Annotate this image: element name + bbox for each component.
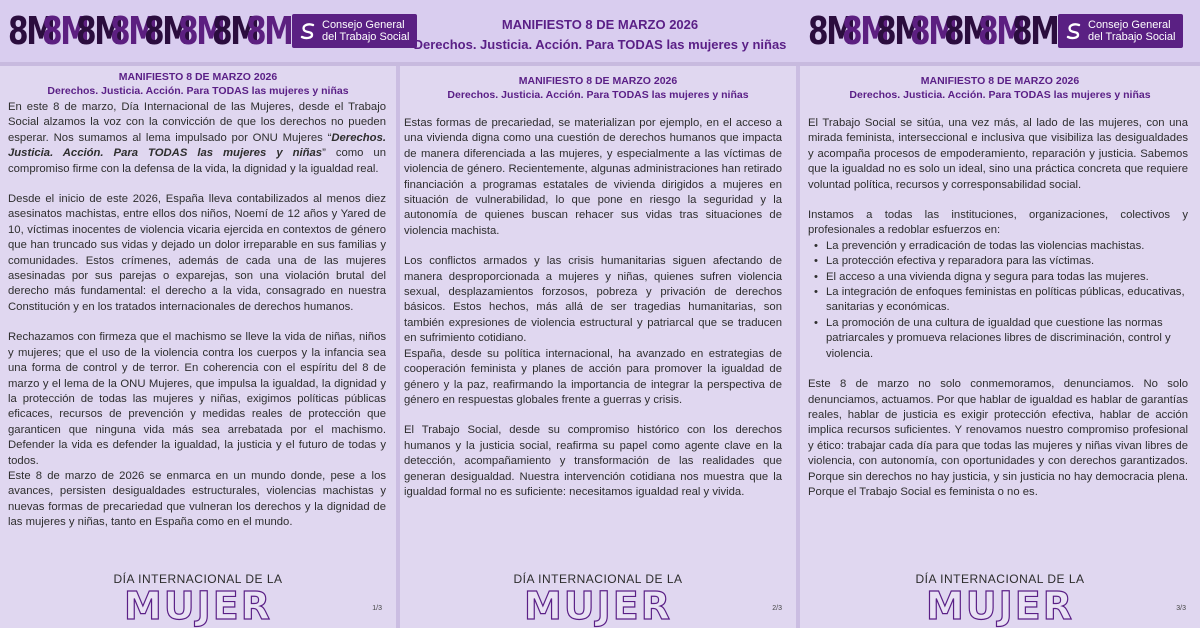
demands-list: [808, 239, 1188, 362]
footer-dia-internacional: DÍA INTERNACIONAL DE LA: [513, 572, 683, 586]
page-body: [0, 98, 396, 531]
page-subtitle: Derechos. Justicia. Acción. Para TODAS las mujeres y niñas: [447, 89, 749, 101]
8m-mark: 8M: [876, 9, 922, 53]
page-body: [800, 102, 1200, 500]
footer-mujer: MUJER: [523, 584, 673, 628]
paragraph: Desde el inicio de este 2026, España lleva contabilizados al menos diez asesinatos machistas, entre ellos dos niños, Noemí de 12 años y Yared de 10, víctimas inocentes de violencia vicaria ejercida en contextos de género que han truncado sus vidas y dejado un dolor irreparable en sus familias y comunidades. Estos crímenes, además de cada una de las mujeres asesinadas por sus parejas o exparejas, son una violación brutal del derecho más fundamental: el derecho a la vida, consagrado en nuestra Constitución y en los tratados internacionales de derechos humanos.: [8, 193, 386, 313]
footer-mujer: MUJER: [925, 584, 1075, 628]
8m-mark: 8M: [76, 9, 122, 53]
logo-strip-left: [8, 4, 417, 58]
8m-mark: 8M: [808, 9, 854, 53]
footer-mujer: MUJER: [123, 584, 273, 628]
page-footer: [400, 568, 796, 628]
paragraph: Los conflictos armados y las crisis humanitarias siguen afectando de manera desproporcionada a mujeres y niñas, quienes sufren violencia sexual, desplazamientos forzosos, pobreza y privación de derechos básicos. Estos hechos, más allá de ser tragedias humanitarias, son también expresiones de violencia estructural y patriarcal que se traducen en sufrimiento cotidiano.: [404, 255, 782, 345]
paragraph: Este 8 de marzo no solo conmemoramos, denunciamos. No solo denunciamos, actuamos. Por que hablar de igualdad es hablar de garantías reales, hablar de justicia es exigir protección efectiva, hablar de acción implica recursos suficientes. Y renovamos nuestro compromiso profesional y ético: trabajar cada día para que todas las mujeres y niñas vivan libres de violencia, con autonomía, con oportunidades y con derechos garantizados. Porque sin derechos no hay justicia, y sin justicia no hay democracia plena. Porque el Trabajo Social es feminista o no es.: [808, 378, 1188, 498]
8m-mark: 8M: [246, 9, 292, 53]
list-item: • La protección efectiva y reparadora para las víctimas.: [808, 254, 1188, 269]
org-name-line2: del Trabajo Social: [1088, 31, 1176, 43]
8m-mark: 8M: [8, 9, 54, 53]
8m-mark: 8M: [842, 9, 888, 53]
page-number: 2/3: [772, 605, 782, 612]
page-body: [400, 102, 796, 500]
page-number: 3/3: [1176, 605, 1186, 612]
banner-title-block: [412, 16, 788, 53]
org-name-line1: Consejo General: [322, 19, 405, 31]
page-title: MANIFIESTO 8 DE MARZO 2026: [920, 75, 1080, 87]
org-name-line2: del Trabajo Social: [322, 31, 410, 43]
page-footer: [0, 568, 396, 628]
paragraph: El Trabajo Social, desde su compromiso histórico con los derechos humanos y la justicia social, reafirma su papel como agente clave en la detección, acompañamiento y transformación de las realidades que generan desigualdad. Nuestra intervención cotidiana nos muestra que la igualdad formal no es suficiente: necesitamos igualdad real y vivida.: [404, 424, 782, 498]
footer-dia-internacional: DÍA INTERNACIONAL DE LA: [113, 572, 283, 586]
top-banner: [0, 0, 1200, 62]
banner-subtitle: Derechos. Justicia. Acción. Para TODAS las mujeres y niñas: [413, 37, 787, 52]
8m-mark: 8M: [944, 9, 990, 53]
paragraph: El Trabajo Social se sitúa, una vez más, al lado de las mujeres, con una mirada feminista, interseccional e inclusiva que visibiliza las desigualdades y acompaña procesos de empoderamiento, reparación y justicia. Sabemos que la igualdad no es solo un ideal, sino una práctica concreta que requiere voluntad política, recursos y corresponsabilidad social.: [808, 117, 1188, 191]
8m-mark: 8M: [110, 9, 156, 53]
cgts-logo-icon: [298, 21, 318, 41]
manifesto-page-1: [0, 66, 396, 628]
banner-title: MANIFIESTO 8 DE MARZO 2026: [501, 17, 699, 32]
8m-mark: 8M: [178, 9, 224, 53]
page-header: [400, 66, 796, 102]
paragraph: España, desde su política internacional, ha avanzado en estrategias de cooperación feminista y planes de acción para promover la igualdad de género y la paz, reafirmando la importancia de integrar la perspectiva de género en respuestas globales frente a guerras y crisis.: [404, 347, 782, 406]
cgts-logo-icon: [1064, 21, 1084, 41]
page-subtitle: Derechos. Justicia. Acción. Para TODAS las mujeres y niñas: [849, 89, 1151, 101]
list-item: • La prevención y erradicación de todas las violencias machistas.: [808, 239, 1188, 254]
logo-strip-right: [808, 4, 1183, 58]
paragraph: Este 8 de marzo de 2026 se enmarca en un mundo donde, pese a los avances, persisten desigualdades estructurales, violencias machistas y nuevas formas de precariedad que vulneran los derechos y la dignidad de las mujeres y niñas, tanto en España como en el mundo.: [8, 469, 386, 529]
page-subtitle: Derechos. Justicia. Acción. Para TODAS las mujeres y niñas: [47, 85, 349, 97]
page-header: [0, 66, 396, 98]
manifesto-page-3: [800, 66, 1200, 628]
list-item: • La promoción de una cultura de igualdad que cuestione las normas patriarcales y promueva relaciones libres de discriminación, control y violencia.: [808, 316, 1188, 362]
page-header: [800, 66, 1200, 102]
cgts-logo: [1058, 14, 1183, 48]
8m-mark: 8M: [978, 9, 1024, 53]
page-footer: [800, 568, 1200, 628]
paragraph: Rechazamos con firmeza que el machismo se lleve la vida de niñas, niños y mujeres; que el uso de la violencia contra los cuerpos y la infancia sea una forma de control y de terror. En coherencia con el espíritu del 8 de marzo y el lema de la ONU Mujeres, que impulsa la igualdad, la dignidad y la protección de todas las mujeres y niñas, exigimos políticas públicas eficaces, recursos de prevención y medidas reales de protección que garanticen que ninguna vida más sea arrebatada por el machismo. Defender la vida es defender la igualdad, la justicia y el futuro de todas y todos.: [8, 331, 386, 467]
paragraph: Estas formas de precariedad, se materializan por ejemplo, en el acceso a una vivienda digna como una cuestión de derechos humanos que impacta de manera diferenciada a las mujeres, y especialmente a las víctimas de violencia de género. Recientemente, algunas administraciones han retirado financiación a programas estatales de vivienda dirigidos a mujeres en situación de vulnerabilidad, lo que pone en riesgo la seguridad y la autonomía de quienes buscan rehacer sus vidas tras situaciones de violencia machista.: [404, 117, 782, 237]
8m-mark: 8M: [212, 9, 258, 53]
8m-mark: 8M: [144, 9, 190, 53]
cgts-logo: [292, 14, 417, 48]
page-title: MANIFIESTO 8 DE MARZO 2026: [518, 75, 678, 87]
8m-mark: 8M: [42, 9, 88, 53]
list-item: • La integración de enfoques feministas en políticas públicas, educativas, sanitarias y económicas.: [808, 285, 1188, 316]
page-number: 1/3: [372, 605, 382, 612]
8m-mark: 8M: [910, 9, 956, 53]
paragraph: Instamos a todas las instituciones, organizaciones, colectivos y profesionales a redoblar esfuerzos en:: [808, 209, 1188, 237]
org-name-line1: Consejo General: [1088, 19, 1171, 31]
slogan-emphasis: Derechos. Justicia. Acción. Para TODAS las mujeres y niñas: [8, 131, 386, 160]
page-title: MANIFIESTO 8 DE MARZO 2026: [118, 71, 278, 83]
footer-dia-internacional: DÍA INTERNACIONAL DE LA: [915, 572, 1085, 586]
manifesto-page-2: [400, 66, 796, 628]
8m-mark: 8M: [1012, 9, 1058, 53]
list-item: • El acceso a una vivienda digna y segura para todas las mujeres.: [808, 270, 1188, 285]
paragraph: En este 8 de marzo, Día Internacional de las Mujeres, desde el Trabajo Social alzamos la voz con la convicción de que los derechos no pueden esperar. Nos sumamos al lema impulsado por ONU Mujeres “Derechos. Justicia. Acción. Para TODAS las mujeres y niñas” como un compromiso firme con la defensa de la vida, la dignidad y la igualdad real.: [8, 101, 387, 175]
